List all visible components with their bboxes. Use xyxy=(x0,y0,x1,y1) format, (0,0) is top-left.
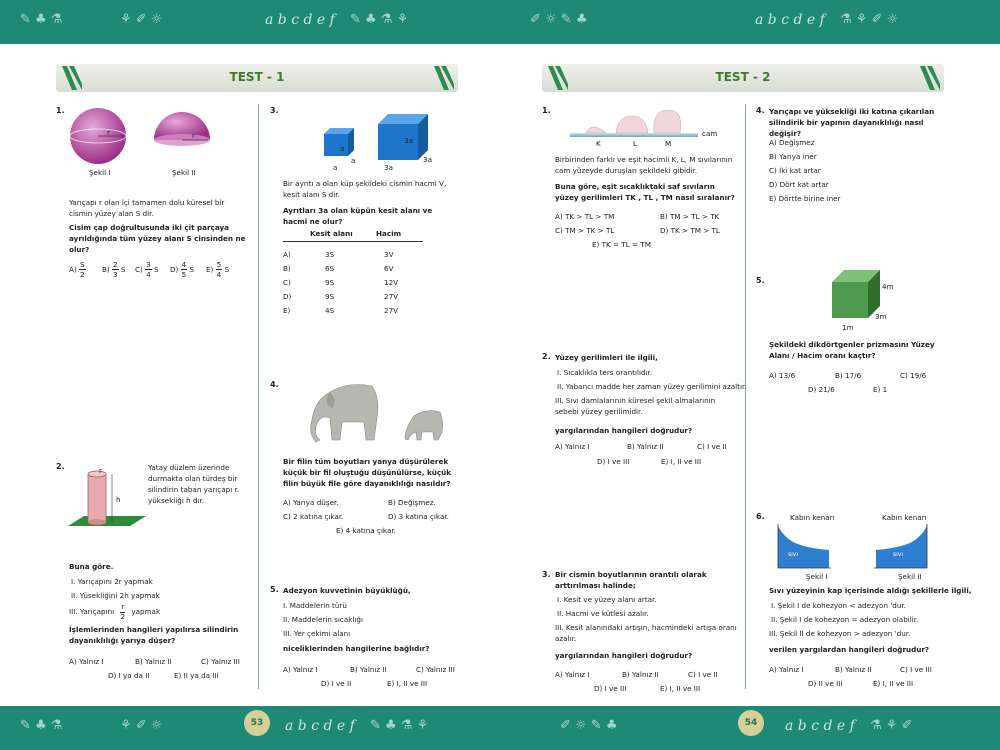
question-text: niceliklerinden hangilerine bağlıdır? xyxy=(283,644,430,653)
page-number-right: 54 xyxy=(738,710,764,736)
option-a: A) Yalnız I xyxy=(769,665,804,674)
banner-abc: a b c d e f xyxy=(265,12,335,28)
statement-item: II. Yüsekliğini 2h yapmak xyxy=(71,591,160,600)
question-text: Buna göre, eşit sıcaklıktaki saf sıvıların yüzey gerilimleri TK , TL , TM nasıl sıralanır? xyxy=(555,182,735,203)
banner-abc: a b c d e f xyxy=(785,718,855,734)
liquid-label: sıvı xyxy=(893,551,904,558)
option-e: E) I, II ve III xyxy=(660,684,701,693)
statement-item: III. Sıvı damlalarının küresel şekil almalarının sebebi yüzey gerilimidir. xyxy=(555,396,716,417)
question-number: 4. xyxy=(756,106,765,115)
option-d: D) I ve III xyxy=(597,457,630,466)
option-e: E) 1 xyxy=(873,385,888,394)
cylinder-figure xyxy=(68,470,148,534)
table-row-label: B) xyxy=(283,264,291,273)
option-b: B) Yarıya iner xyxy=(769,152,817,161)
figure-caption: Şekil II xyxy=(898,572,922,581)
elephants-figure xyxy=(302,378,452,448)
option-b: B) Yalnız II xyxy=(622,670,659,679)
option-e: E) $\frac{5}{4}$ S xyxy=(206,260,230,280)
option-b: B) TM > TL > TK xyxy=(660,212,720,221)
test2-header xyxy=(542,64,944,92)
droplet-label: M xyxy=(665,139,672,148)
doodle-icon: ✎ ♣ ⚗ ⚘ xyxy=(350,12,409,27)
question-stem: Yüzey gerilimleri ile ilgili, xyxy=(555,353,658,362)
option-b: B) Yalnız II xyxy=(135,657,172,666)
question-text: verilen yargılardan hangileri doğrudur? xyxy=(769,645,930,654)
question-text: Şekildeki dikdörtgenler prizmasını Yüzey Alanı / Hacim oranı kaçtır? xyxy=(769,340,935,361)
statement-item: III. Yarıçapını $\frac{r}{2}$ yapmak xyxy=(69,602,161,621)
droplet-label: L xyxy=(633,139,638,148)
statement-item: II. Hacmi ve kütlesi azalır. xyxy=(557,609,649,618)
question-text: Cisim çap doğrultusunda iki çit parçaya ayrıldığında tüm yüzey alanı S cinsinden ne olur? xyxy=(69,223,246,255)
dimension-label: 1m xyxy=(842,323,854,332)
option-c: C) Yalnız III xyxy=(416,665,455,674)
option-c: C) TM > TK > TL xyxy=(555,226,615,235)
question-lead: Buna göre. xyxy=(69,562,114,571)
radius-label: r xyxy=(107,128,110,137)
page-title: TEST - 2 xyxy=(715,70,771,84)
edge-label: 3a xyxy=(384,163,393,172)
doodle-icon: ✎ ♣ ⚗ xyxy=(20,12,63,27)
page-number-left: 53 xyxy=(244,710,270,736)
question-number: 2. xyxy=(56,462,65,471)
option-a: A) Değişmez xyxy=(769,138,815,147)
question-number: 2. xyxy=(542,352,551,361)
option-c: C) 19/6 xyxy=(900,371,927,380)
statement-item: II. Yabancı madde her zaman yüzey gerilimini azaltır. xyxy=(557,382,747,391)
table-cell: 6S xyxy=(325,264,335,273)
option-a: A) Yalnız I xyxy=(555,670,590,679)
statement-item: III. Kesit alanındaki artışın, hacmindeki artışa oranı azalır. xyxy=(555,623,737,644)
statement-item: I. Kesit ve yüzey alanı artar. xyxy=(557,595,657,604)
question-stem: Adezyon kuvvetinin büyüklüğü, xyxy=(283,586,411,595)
table-cell: 4S xyxy=(325,306,335,315)
doodle-icon: ⚘ ✐ ☼ xyxy=(120,12,163,27)
statement-item: III. Yer çekimi alanı xyxy=(283,629,351,638)
question-stem: Yatay düzlem üzerinde durmakta olan türdeş bir silindirin taban yarıçapı r. yüksekliği h dır. xyxy=(148,463,240,506)
option-e: E) I, II ve III xyxy=(387,679,428,688)
question-stem: Bir ayrıtı a olan küp şekildeki cismin hacmi V, kesit alanı S dir. xyxy=(283,179,447,200)
statement-item: II. Maddelerin sıcaklığı xyxy=(283,615,363,624)
table-row-label: A) xyxy=(283,250,291,259)
test1-header xyxy=(56,64,458,92)
figure-caption: Şekil II xyxy=(172,168,196,177)
stripes-icon xyxy=(432,66,454,90)
column-divider xyxy=(745,104,746,689)
option-d: D) I ve II xyxy=(321,679,352,688)
cubes-figure xyxy=(320,108,440,166)
table-header: Kesit alanı xyxy=(310,229,353,238)
question-stem: Birbirinden farklı ve eşit hacimli K, L, M sıvılarının cam yüzeyde duruşları şekildeki gibidir. xyxy=(555,155,733,176)
question-number: 1. xyxy=(56,106,65,115)
question-stem: Sıvı yüzeyinin kap içerisinde aldığı şekillerle ilgili, xyxy=(769,586,972,595)
statement-item: II. Şekil I de kohezyon = adezyon olabilir. xyxy=(771,615,919,624)
option-c: C) İki kat artar xyxy=(769,166,821,175)
doodle-icon: ✎ ♣ ⚗ ⚘ xyxy=(370,718,429,733)
option-e: E) I, II ve III xyxy=(661,457,702,466)
stripes-icon xyxy=(918,66,940,90)
table-cell: 27V xyxy=(384,306,399,315)
option-b: B) Yalnız II xyxy=(835,665,872,674)
question-stem: Bir cismin boyutlarının orantılı olarak arttırılması halinde; xyxy=(555,570,707,591)
option-d: D) I ya da II xyxy=(108,671,150,680)
option-d: D) Dört kat artar xyxy=(769,180,829,189)
container-label: Kabın kenarı xyxy=(882,513,927,522)
statement-item: I. Maddelerin türü xyxy=(283,601,347,610)
option-c: C) $\frac{3}{4}$ S xyxy=(135,260,159,280)
question-stem: Yarıçapı r olan içi tamamen dolu küresel bir cismin yüzey alan S dir. xyxy=(69,198,225,219)
table-header: Hacim xyxy=(376,229,402,238)
table-cell: 3S xyxy=(325,250,335,259)
height-label: h xyxy=(116,495,121,504)
doodle-icon: ✐ ☼ ✎ ♣ xyxy=(560,718,618,733)
statement-item: I. Yarıçapını 2r yapmak xyxy=(71,577,153,586)
top-banner xyxy=(0,0,1000,44)
edge-label: a xyxy=(351,156,356,165)
option-c: C) Yalnız III xyxy=(201,657,240,666)
option-a: A) $\frac{S}{2}$ xyxy=(69,260,85,280)
figure-caption: Şekil I xyxy=(806,572,828,581)
container-label: Kabın kenarı xyxy=(790,513,835,522)
table-row-label: E) xyxy=(283,306,291,315)
option-b: B) 17/6 xyxy=(835,371,862,380)
question-number: 1. xyxy=(542,106,551,115)
option-a: A) 13/6 xyxy=(769,371,796,380)
meniscus-figure xyxy=(775,524,945,570)
table-rule xyxy=(283,241,423,242)
question-number: 5. xyxy=(270,585,279,594)
option-b: B) Yalnız II xyxy=(350,665,387,674)
question-number: 3. xyxy=(542,570,551,579)
surface-label: cam xyxy=(702,129,718,138)
sphere-figure xyxy=(66,108,206,168)
question-number: 5. xyxy=(756,276,765,285)
option-a: A) Yalnız I xyxy=(555,442,590,451)
table-cell: 6V xyxy=(384,264,394,273)
question-text: Yarıçapı ve yüksekliği iki katına çıkarılan silindirik bir yapının dayanıklılığı nasıl değişir? xyxy=(769,107,935,139)
doodle-icon: ⚗ ⚘ ✐ ☼ xyxy=(840,12,899,27)
option-e: E) 4 katına çıkar. xyxy=(336,526,396,535)
radius-label: r xyxy=(99,466,102,475)
banner-abc: a b c d e f xyxy=(755,12,825,28)
question-text: yargılarından hangileri doğrudur? xyxy=(555,651,693,660)
option-e: E) I, II ve III xyxy=(873,679,914,688)
dimension-label: 3m xyxy=(875,312,887,321)
option-b: B) Değişmez. xyxy=(388,498,436,507)
option-c: C) I ve II xyxy=(697,442,727,451)
question-text: yargılarından hangileri doğrudur? xyxy=(555,426,693,435)
option-b: B) $\frac{2}{3}$ S xyxy=(102,260,126,280)
statement-item: I. Sıcaklıkla ters orantılıdır. xyxy=(557,368,653,377)
bottom-banner xyxy=(0,706,1000,750)
table-cell: 27V xyxy=(384,292,399,301)
page-title: TEST - 1 xyxy=(229,70,285,84)
option-c: C) I ve II xyxy=(688,670,718,679)
option-a: A) Yalnız I xyxy=(283,665,318,674)
edge-label: 3a xyxy=(404,136,413,145)
question-number: 3. xyxy=(270,106,279,115)
doodle-icon: ✐ ☼ ✎ ♣ xyxy=(530,12,588,27)
question-number: 4. xyxy=(270,380,279,389)
edge-label: a xyxy=(340,144,345,153)
question-text: Bir filin tüm boyutları yanya düşürülerek küçük bir fil oluştuğu düşünülürse, küçük filin büyük file göre dayanıklılığı nasıldır? xyxy=(283,457,452,489)
option-a: A) Yarıya düşer. xyxy=(283,498,339,507)
droplets-figure xyxy=(570,108,700,138)
liquid-label: sıvı xyxy=(788,551,799,558)
option-d: D) I ve III xyxy=(594,684,627,693)
question-text: İşlemlerinden hangileri yapılırsa silindirin dayanıklılığı yarıya düşer? xyxy=(69,625,239,646)
column-divider xyxy=(258,104,259,689)
droplet-label: K xyxy=(596,139,601,148)
option-e: E) TK = TL = TM xyxy=(592,240,651,249)
statement-item: I. Şekil I de kohezyon < adezyon 'dur. xyxy=(771,601,906,610)
table-row-label: D) xyxy=(283,292,292,301)
statement-item: III. Şekil II de kohezyon > adezyon 'dur. xyxy=(769,629,911,638)
option-d: D) 3 katına çıkar. xyxy=(388,512,449,521)
option-e: E) II ya da III xyxy=(174,671,219,680)
edge-label: 3a xyxy=(423,155,432,164)
option-c: C) 2 katına çıkar. xyxy=(283,512,344,521)
option-d: D) TK > TM > TL xyxy=(660,226,720,235)
doodle-icon: ✎ ♣ ⚗ xyxy=(20,718,63,733)
table-cell: 9S xyxy=(325,292,335,301)
table-cell: 3V xyxy=(384,250,394,259)
doodle-icon: ⚘ ✐ ☼ xyxy=(120,718,163,733)
doodle-icon: ⚗ ⚘ ✐ xyxy=(870,718,913,733)
edge-label: a xyxy=(333,163,338,172)
question-number: 6. xyxy=(756,512,765,521)
banner-abc: a b c d e f xyxy=(285,718,355,734)
question-text: Ayrıtları 3a olan küpün kesit alanı ve hacmi ne olur? xyxy=(283,206,433,227)
radius-label: r xyxy=(192,131,195,140)
option-d: D) $\frac{4}{5}$ S xyxy=(170,260,195,280)
option-b: B) Yalnız II xyxy=(627,442,664,451)
option-d: D) 21/6 xyxy=(808,385,835,394)
option-d: D) II ve III xyxy=(808,679,843,688)
option-a: A) TK > TL > TM xyxy=(555,212,615,221)
table-row-label: C) xyxy=(283,278,291,287)
dimension-label: 4m xyxy=(882,282,894,291)
option-a: A) Yalnız I xyxy=(69,657,104,666)
option-e: E) Dörtte birine iner xyxy=(769,194,841,203)
figure-caption: Şekil I xyxy=(89,168,111,177)
table-cell: 9S xyxy=(325,278,335,287)
table-cell: 12V xyxy=(384,278,399,287)
option-c: C) I ve III xyxy=(900,665,932,674)
